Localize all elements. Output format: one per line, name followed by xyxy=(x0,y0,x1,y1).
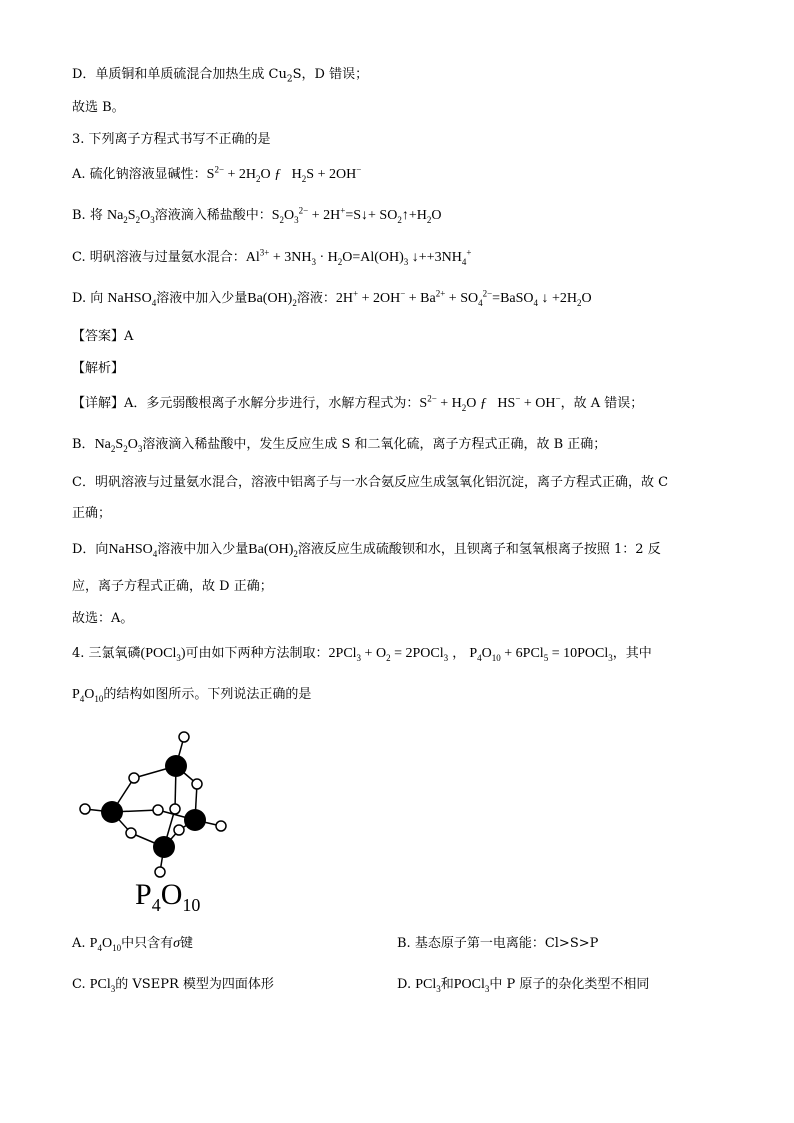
oxygen-atom xyxy=(153,805,163,815)
question-4-stem-2: $P_4O_{10}$的结构如图所示。下列说法正确的是 xyxy=(72,687,312,704)
phosphorus-atom xyxy=(101,801,123,823)
question-3-stem: 3. 下列离子方程式书写不正确的是 xyxy=(72,132,271,147)
oxygen-atom xyxy=(129,773,139,783)
question-3-option-d: D. 向 NaHSO$_4$溶液中加入少量$Ba(OH)_2$溶液：$2H^+ + 2OH^- + Ba^{2+}$ + $SO_4^{2-}=BaSO_4$ ↓ $+2H_2O$ xyxy=(72,288,592,308)
question-3-option-a: A. 硫化钠溶液显碱性：$S^{2-} + 2H_2O$ ƒ $H_2S + 2OH^-$ xyxy=(72,164,362,184)
phosphorus-atom xyxy=(153,836,175,858)
detail-b: B．$Na_2S_2O_3$溶液滴入稀盐酸中，发生反应生成 S 和二氧化硫，离子方程式正确，故 B 正确； xyxy=(72,437,607,454)
question-4-option-a: A. $P_4O_{10}$中只含有σ键 xyxy=(72,936,194,953)
oxygen-atom xyxy=(126,828,136,838)
question-3-option-c: C. 明矾溶液与过量氨水混合：$Al^{3+} + 3NH_3 \cdot H_2O=Al(OH)_3$ $↓++3NH_4^+$ xyxy=(72,247,472,267)
phosphorus-atom xyxy=(165,755,187,777)
p4o10-structure-svg xyxy=(72,722,242,882)
prev-select: 故选 B。 xyxy=(72,100,125,115)
oxygen-atom xyxy=(80,804,90,814)
answer-label: 【答案】A xyxy=(72,329,134,344)
oxygen-atom xyxy=(174,825,184,835)
question-3-option-b: B. 将 $Na_2S_2O_3$溶液滴入稀盐酸中：$S_2O_3^{2-}$ + 2H+=S↓+ $SO_2↑+H_2O$ xyxy=(72,205,442,225)
question-4-option-c: C. PCl$_3$的 VSEPR 模型为四面体形 xyxy=(72,977,274,994)
oxygen-atom xyxy=(179,732,189,742)
analysis-label: 【解析】 xyxy=(72,361,125,376)
detail-d-2: 应，离子方程式正确，故 D 正确； xyxy=(72,579,273,594)
detail-a: 【详解】A．多元弱酸根离子水解分步进行，水解方程式为：$S^{2-} + H_2O$ ƒ HS− + OH−，故 A 错误； xyxy=(72,393,644,413)
question-4-stem-1: 4. 三氯氧磷(POCl$_3$)可由如下两种方法制取：$2PCl_3 + O_2$ = 2POCl$_3$ ， $P_4O_{10} + 6PCl_5$ = 10POCl$_3$，其中 xyxy=(72,646,652,663)
detail-c-2: 正确； xyxy=(72,506,112,521)
question-4-option-b: B. 基态原子第一电离能：Cl>S>P xyxy=(397,936,599,951)
phosphorus-atom xyxy=(184,809,206,831)
detail-d-1: D．向NaHSO$_4$溶液中加入少量$Ba(OH)_2$溶液反应生成硫酸钡和水，且钡离子和氢氧根离子按照 1：2 反 xyxy=(72,542,661,559)
question-4-option-d: D. PCl$_3$和POCl$_3$中 P 原子的杂化类型不相同 xyxy=(397,977,650,994)
oxygen-atom xyxy=(170,804,180,814)
detail-select: 故选：A。 xyxy=(72,611,134,626)
oxygen-atom xyxy=(155,867,165,877)
prev-option-d: D．单质铜和单质硫混合加热生成 $Cu_2S$，D 错误； xyxy=(72,67,369,85)
p4o10-formula-label: $P_4O_{10}$ xyxy=(135,878,201,915)
oxygen-atom xyxy=(192,779,202,789)
detail-c-1: C．明矾溶液与过量氨水混合，溶液中铝离子与一水合氨反应生成氢氧化铝沉淀，离子方程式正确，故 C xyxy=(72,475,669,490)
oxygen-atom xyxy=(216,821,226,831)
